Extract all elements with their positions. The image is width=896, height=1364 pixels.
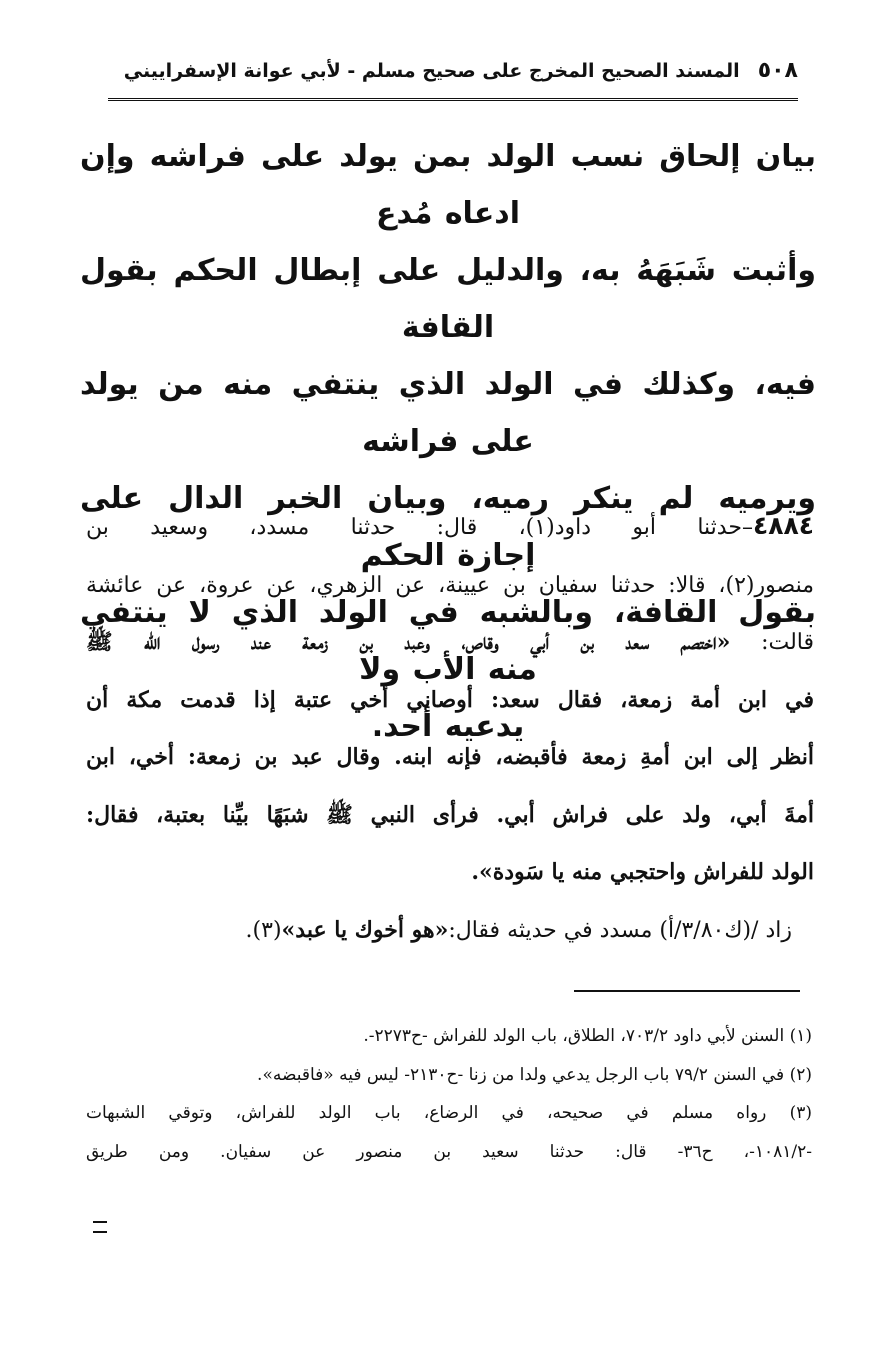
- book-title: المسند الصحيح المخرج على صحيح مسلم - لأبي عوانة الإسفراييني: [123, 60, 740, 82]
- header-rule: [108, 98, 798, 101]
- hadith-line: [86, 902, 814, 960]
- chapter-heading-line: بيان إلحاق نسب الولد بمن يولد على فراشه وإن ادعاه مُدع: [80, 139, 816, 231]
- hadith-line: منصور(٢)، قالا: حدثنا سفيان بن عيينة، عن الزهري، عن عروة، عن عائشة: [86, 572, 814, 598]
- footnote: (٢) في السنن ٧٩/٢ باب الرجل يدعي ولدا من زنا -ح٢١٣٠- ليس فيه «فاقبضه».: [257, 1064, 812, 1085]
- hadith-matn: «اختصم سعد بن أبي وقاص، وعبد بن زمعة عند رسول الله ﷺ: [86, 629, 731, 655]
- hadith-isnad: –حدثنا أبو داود(١)، قال: حدثنا مسدد، وسعيد بن: [86, 515, 753, 540]
- hadith-number: ٤٨٨٤: [752, 511, 814, 540]
- chapter-heading-line: بقول القافة، وبالشبه في الولد الذي لا ينتفي منه الأب ولا: [80, 595, 816, 687]
- chapter-heading-line: يدعيه أحد.: [371, 709, 525, 744]
- chapter-heading-line: وأثبت شَبَهَهُ به، والدليل على إبطال الحكم بقول القافة: [80, 253, 816, 345]
- hadith-line: في ابن أمة زمعة، فقال سعد: أوصاني أخي عتبة إذا قدمت مكة أن: [86, 686, 814, 713]
- hadith-text: [86, 497, 814, 959]
- hadith-line: أنظر إلى ابن أمةِ زمعة فأقبضه، فإنه ابنه. وقال عبد بن زمعة: أخي، ابن: [86, 744, 814, 770]
- footnote-ref: (٣).: [245, 917, 282, 943]
- hadith-text-plain: قالت:: [730, 630, 814, 655]
- hadith-line: أمةَ أبي، ولد على فراش أبي. فرأى النبي ﷺ شبَهًا بيِّنا بعتبة، فقال:: [86, 801, 814, 828]
- chapter-heading-line: فيه، وكذلك في الولد الذي ينتفي منه من يولد على فراشه: [80, 367, 816, 459]
- page-number: ٥٠٨: [757, 58, 798, 83]
- running-header: [108, 58, 798, 96]
- continuation-mark: [93, 1221, 107, 1233]
- hadith-addition: زاد /(ك٣/٨٠/أ) مسدد في حديثه فقال:: [448, 917, 792, 943]
- footnote: (١) السنن لأبي داود ٧٠٣/٢، الطلاق، باب الولد للفراش -ح٢٢٧٣-.: [363, 1026, 812, 1046]
- footnotes: [86, 1017, 812, 1171]
- hadith-addition-matn: «هو أخوك يا عبد»: [281, 916, 449, 943]
- footnote: -١٠٨١/٢-، ح٣٦- قال: حدثنا سعيد بن منصور عن سفيان. ومن طريق: [86, 1141, 812, 1162]
- hadith-line: الولد للفراش واحتجبي منه يا سَودة».: [471, 859, 814, 885]
- footnote: (٣) رواه مسلم في صحيحه، في الرضاع، باب الولد للفراش، وتوقي الشبهات: [86, 1103, 812, 1123]
- footnote-separator: [574, 990, 800, 992]
- hadith-line: [86, 614, 814, 672]
- chapter-heading-line: ويرميه لم ينكر رميه، وبيان الخبر الدال على إجازة الحكم: [80, 481, 816, 573]
- hadith-line: [86, 497, 814, 557]
